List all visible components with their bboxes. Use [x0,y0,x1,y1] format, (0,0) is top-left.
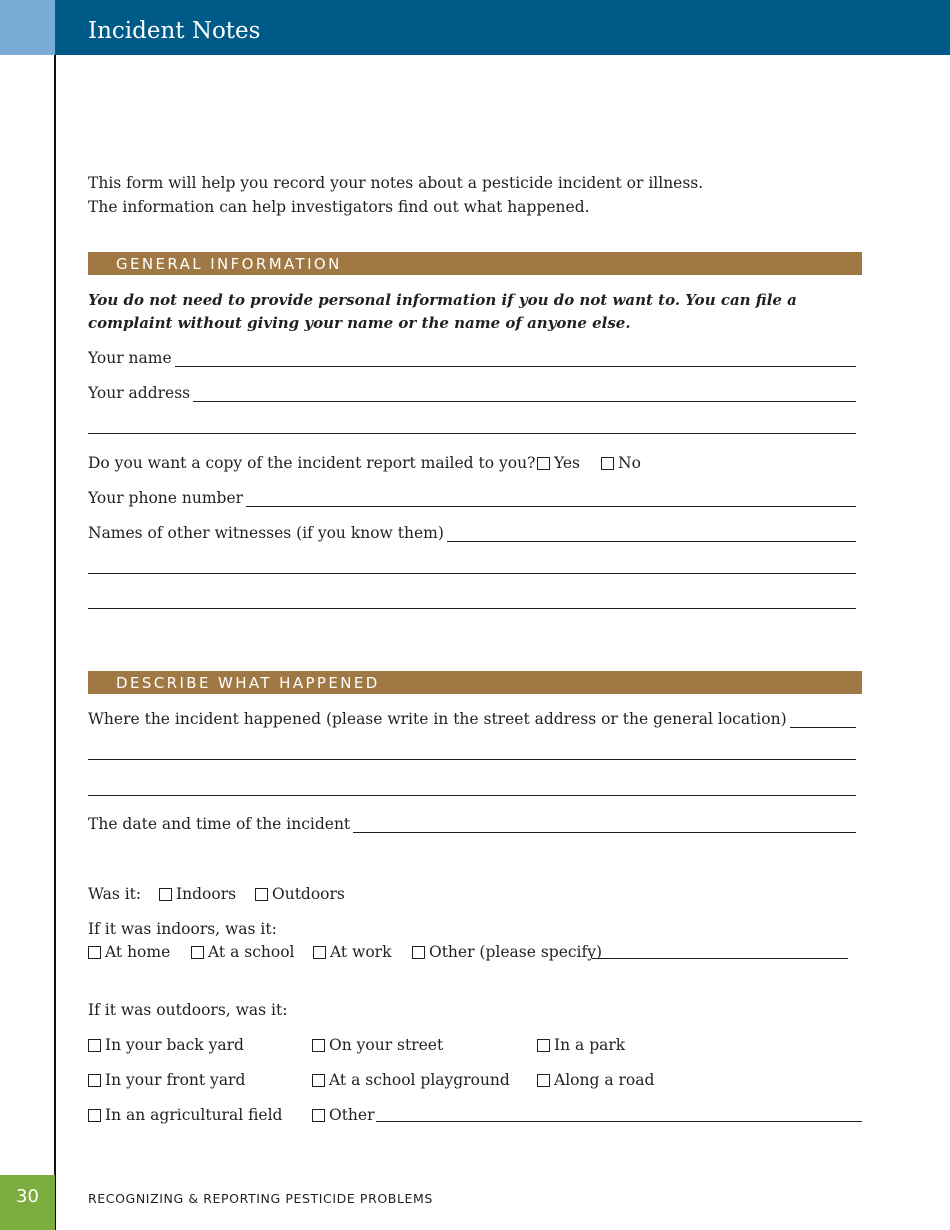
in-park-option[interactable] [537,1036,625,1054]
datetime-field[interactable] [88,815,856,833]
privacy-note-line-1: You do not need to provide personal information if you do not want to. You can file a [88,291,797,309]
if-indoors-label: If it was indoors, was it: [88,920,277,938]
indoors-label: Indoors [176,885,237,903]
phone-label: Your phone number [88,489,244,507]
outdoors-checkbox[interactable] [255,888,268,901]
school-playground-checkbox[interactable] [312,1074,325,1087]
copy-question: Do you want a copy of the incident report mailed to you? [88,454,536,472]
where-field[interactable] [88,710,856,728]
margin-rule [54,55,56,1230]
header-accent-block [0,0,55,55]
other-outdoor-checkbox[interactable] [312,1109,325,1122]
witnesses-line-2[interactable] [88,573,856,574]
at-school-option[interactable] [191,943,294,961]
other-specify-option[interactable] [412,943,602,961]
other-outdoor-blank[interactable] [376,1121,862,1122]
at-work-checkbox[interactable] [313,946,326,959]
at-school-checkbox[interactable] [191,946,204,959]
other-outdoor-label: Other [329,1106,375,1124]
witnesses-blank[interactable] [447,527,856,542]
on-street-option[interactable] [312,1036,443,1054]
phone-field[interactable] [88,489,856,507]
address-continuation-line[interactable] [88,433,856,434]
at-home-label: At home [105,943,171,961]
at-work-option[interactable] [313,943,391,961]
indoors-checkbox[interactable] [159,888,172,901]
no-label: No [618,454,641,472]
along-road-option[interactable] [537,1071,654,1089]
intro-line-1: This form will help you record your notes about a pesticide incident or illness. [88,174,704,192]
phone-blank[interactable] [246,492,856,507]
agri-field-label: In an agricultural field [105,1106,283,1124]
your-name-blank[interactable] [175,352,856,367]
other-specify-blank[interactable] [592,958,848,959]
front-yard-label: In your front yard [105,1071,246,1089]
where-line-2[interactable] [88,759,856,760]
at-home-checkbox[interactable] [88,946,101,959]
school-playground-label: At a school playground [329,1071,510,1089]
yes-option[interactable] [537,454,580,472]
header-bar [55,0,950,55]
other-specify-label: Other (please specify) [429,943,603,961]
your-address-label: Your address [88,384,191,402]
agri-field-option[interactable] [88,1106,282,1124]
your-name-field[interactable] [88,349,856,367]
outdoors-option[interactable] [255,885,345,903]
your-name-label: Your name [88,349,172,367]
yes-checkbox[interactable] [537,457,550,470]
yes-label: Yes [554,454,581,472]
witnesses-label: Names of other witnesses (if you know them) [88,524,444,542]
where-label: Where the incident happened (please write in the street address or the general location) [88,710,787,728]
on-street-label: On your street [329,1036,444,1054]
other-outdoor-option[interactable] [312,1106,375,1124]
agri-field-checkbox[interactable] [88,1109,101,1122]
where-line-3[interactable] [88,795,856,796]
your-address-field[interactable] [88,384,856,402]
privacy-note [88,289,818,335]
no-checkbox[interactable] [601,457,614,470]
datetime-blank[interactable] [353,818,856,833]
witnesses-field[interactable] [88,524,856,542]
other-specify-checkbox[interactable] [412,946,425,959]
witnesses-line-3[interactable] [88,608,856,609]
along-road-label: Along a road [554,1071,655,1089]
page-number: 30 [0,1175,55,1230]
at-work-label: At work [330,943,392,961]
in-park-checkbox[interactable] [537,1039,550,1052]
outdoors-label: Outdoors [272,885,345,903]
your-address-blank[interactable] [193,387,856,402]
indoors-option[interactable] [159,885,236,903]
datetime-label: The date and time of the incident [88,815,351,833]
back-yard-checkbox[interactable] [88,1039,101,1052]
back-yard-label: In your back yard [105,1036,244,1054]
no-option[interactable] [601,454,641,472]
at-school-label: At a school [208,943,295,961]
section-heading-describe: DESCRIBE WHAT HAPPENED [88,671,862,694]
front-yard-option[interactable] [88,1071,245,1089]
on-street-checkbox[interactable] [312,1039,325,1052]
where-blank[interactable] [790,713,856,728]
privacy-note-line-2: complaint without giving your name or the name of anyone else. [88,314,631,332]
if-outdoors-label: If it was outdoors, was it: [88,1001,288,1019]
in-park-label: In a park [554,1036,626,1054]
along-road-checkbox[interactable] [537,1074,550,1087]
footer-running-title: RECOGNIZING & REPORTING PESTICIDE PROBLEMS [88,1191,433,1206]
school-playground-option[interactable] [312,1071,510,1089]
back-yard-option[interactable] [88,1036,244,1054]
front-yard-checkbox[interactable] [88,1074,101,1087]
was-it-label: Was it: [88,885,142,903]
section-heading-general: GENERAL INFORMATION [88,252,862,275]
intro-line-2: The information can help investigators find out what happened. [88,198,590,216]
at-home-option[interactable] [88,943,170,961]
page-title: Incident Notes [88,18,261,44]
